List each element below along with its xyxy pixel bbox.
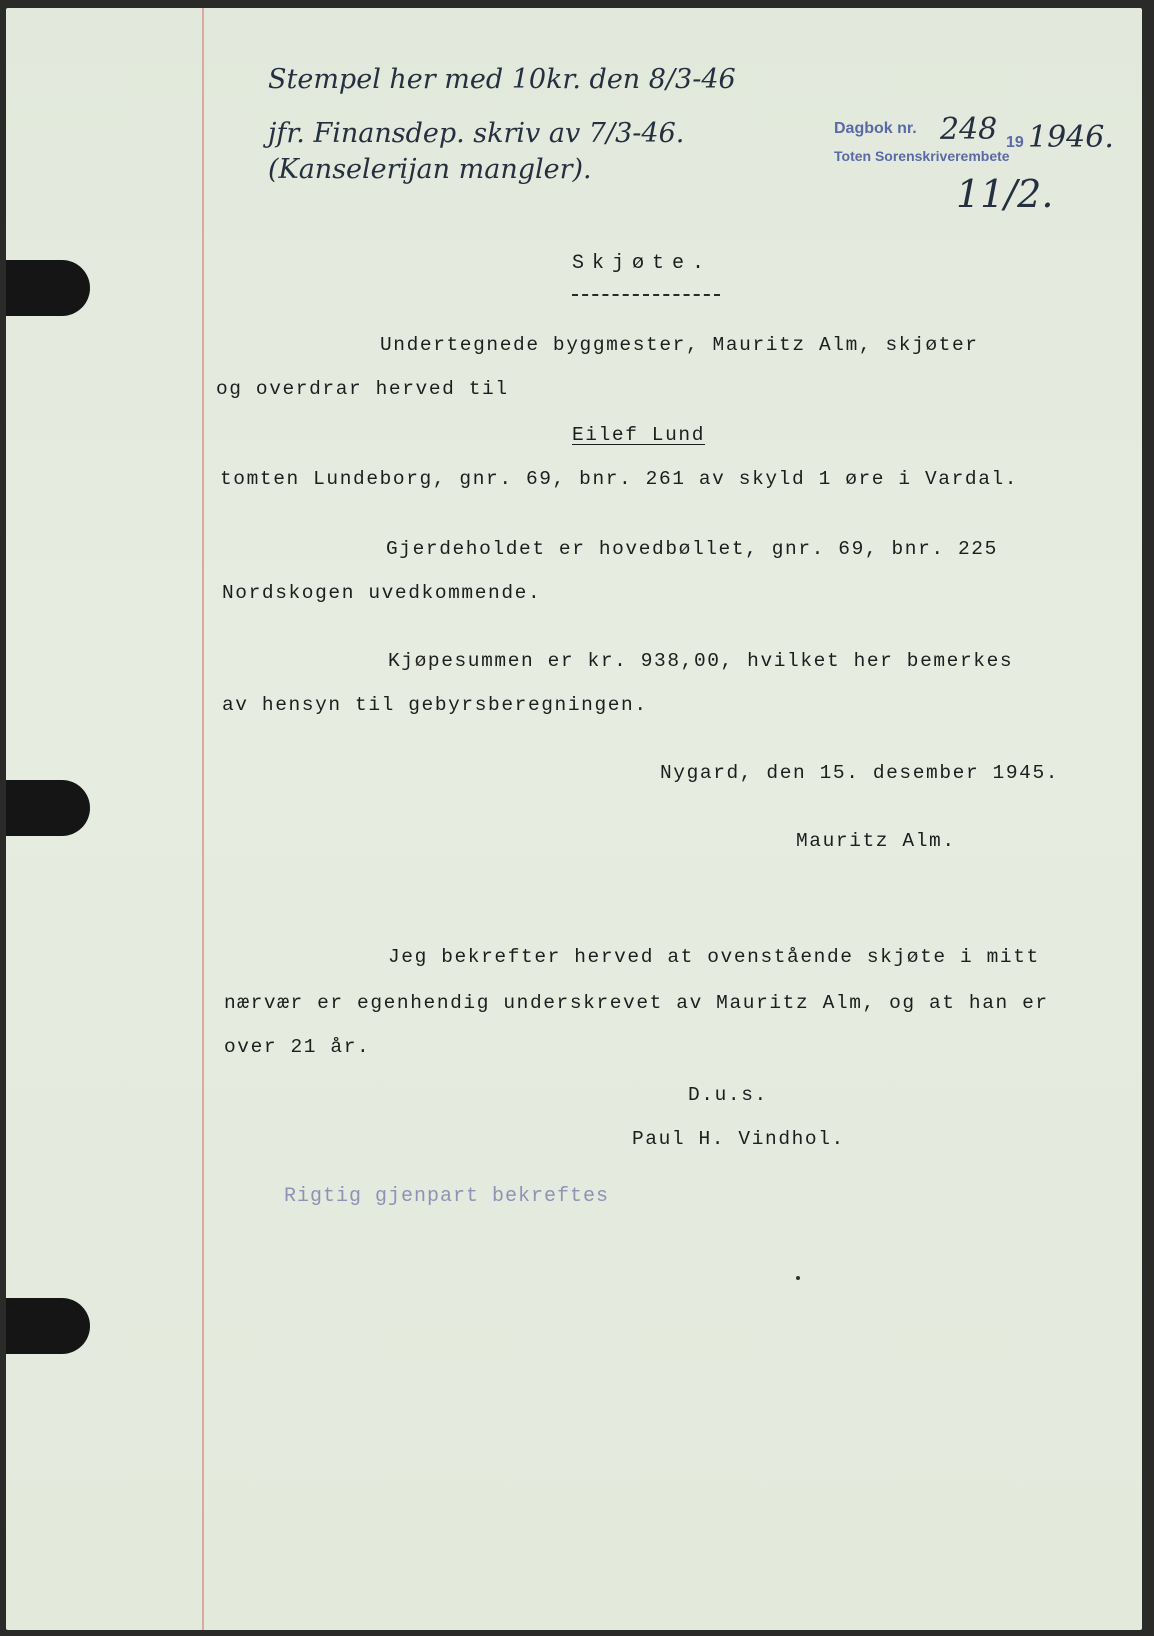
fence-line-1: Gjerdeholdet er hovedbøllet, gnr. 69, bnr. 225 <box>386 538 998 560</box>
stamp-year-printed: 19 <box>1006 134 1024 151</box>
title-underline <box>572 294 720 296</box>
price-line-2: av hensyn til gebyrsberegningen. <box>222 694 648 716</box>
stamp-year: 1946. <box>1028 120 1114 155</box>
copy-stamp: Rigtig gjenpart bekreftes <box>284 1185 610 1208</box>
property-line: tomten Lundeborg, gnr. 69, bnr. 261 av skyld 1 øre i Vardal. <box>220 468 1019 490</box>
punch-hole <box>6 260 90 316</box>
punch-hole <box>6 780 90 836</box>
handwritten-note-line-1: Stempel her med 10kr. den 8/3-46 <box>268 64 736 95</box>
closing-dus: D.u.s. <box>688 1084 768 1106</box>
document-title: Skjøte. <box>572 252 713 275</box>
margin-line <box>202 8 204 1630</box>
place-date: Nygard, den 15. desember 1945. <box>660 762 1060 784</box>
ink-dot <box>796 1276 800 1280</box>
document-page <box>6 8 1142 1630</box>
witness-line-2: nærvær er egenhendig underskrevet av Mauritz Alm, og at han er <box>224 992 1049 1014</box>
stamp-label: Dagbok nr. <box>834 120 917 137</box>
stamp-number: 248 <box>940 112 998 147</box>
punch-hole <box>6 1298 90 1354</box>
witness-signature: Paul H. Vindhol. <box>632 1128 845 1150</box>
stamp-office: Toten Sorenskriverembete <box>834 148 1010 164</box>
witness-line-1: Jeg bekrefter herved at ovenstående skjøte i mitt <box>388 946 1040 968</box>
handwritten-note-line-2: jfr. Finansdep. skriv av 7/3-46. <box>268 118 685 149</box>
intro-line-2: og overdrar herved til <box>216 378 509 400</box>
fence-line-2: Nordskogen uvedkommende. <box>222 582 542 604</box>
price-line-1: Kjøpesummen er kr. 938,00, hvilket her bemerkes <box>388 650 1014 672</box>
buyer-name: Eilef Lund <box>572 424 706 446</box>
handwritten-note-line-3: (Kanselerijan mangler). <box>268 154 592 185</box>
intro-line-1: Undertegnede byggmester, Mauritz Alm, skjøter <box>380 334 979 356</box>
stamp-date: 11/2. <box>956 172 1054 216</box>
witness-line-3: over 21 år. <box>224 1036 371 1058</box>
seller-signature: Mauritz Alm. <box>796 830 956 852</box>
